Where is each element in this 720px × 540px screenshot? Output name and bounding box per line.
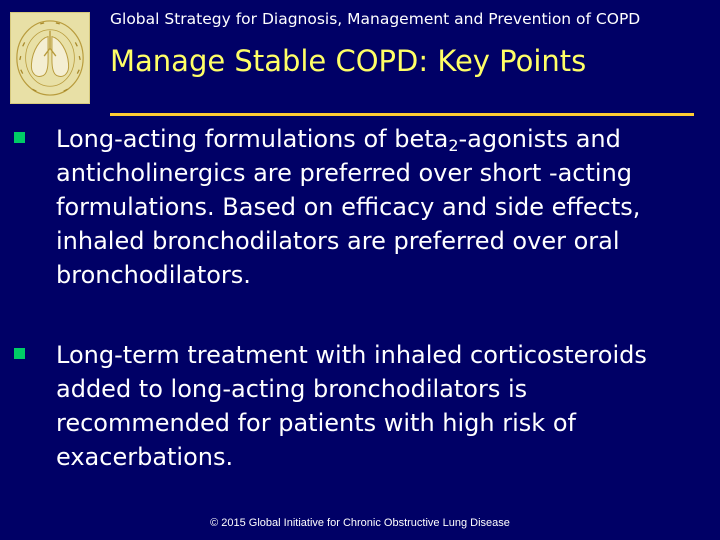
copyright-footer: © 2015 Global Initiative for Chronic Obstructive Lung Disease [210,517,510,529]
presentation-subtitle: Global Strategy for Diagnosis, Management and Prevention of COPD [110,10,641,28]
gold-lungs-logo-icon [11,13,89,103]
bullet-text: Long-term treatment with inhaled corticosteroids added to long-acting bronchodilators is recommended for patients with high risk of exacerbations. [56,341,647,471]
square-bullet-icon [14,132,25,143]
bullet-text: Long-acting formulations of beta [56,125,449,153]
bullet-item [56,122,706,292]
bullet-subscript: 2 [448,136,459,155]
bullet-text-continued: -agonists and anticholinergics are preferred over short -acting formulations. Based on efficacy and side effects, inhaled bronchodilators are preferred over oral bronchodilators. [56,125,641,289]
square-bullet-icon [14,348,25,359]
title-divider [110,113,694,116]
bullet-item [56,338,706,474]
gold-logo [10,12,90,104]
slide-title: Manage Stable COPD: Key Points [110,44,587,78]
